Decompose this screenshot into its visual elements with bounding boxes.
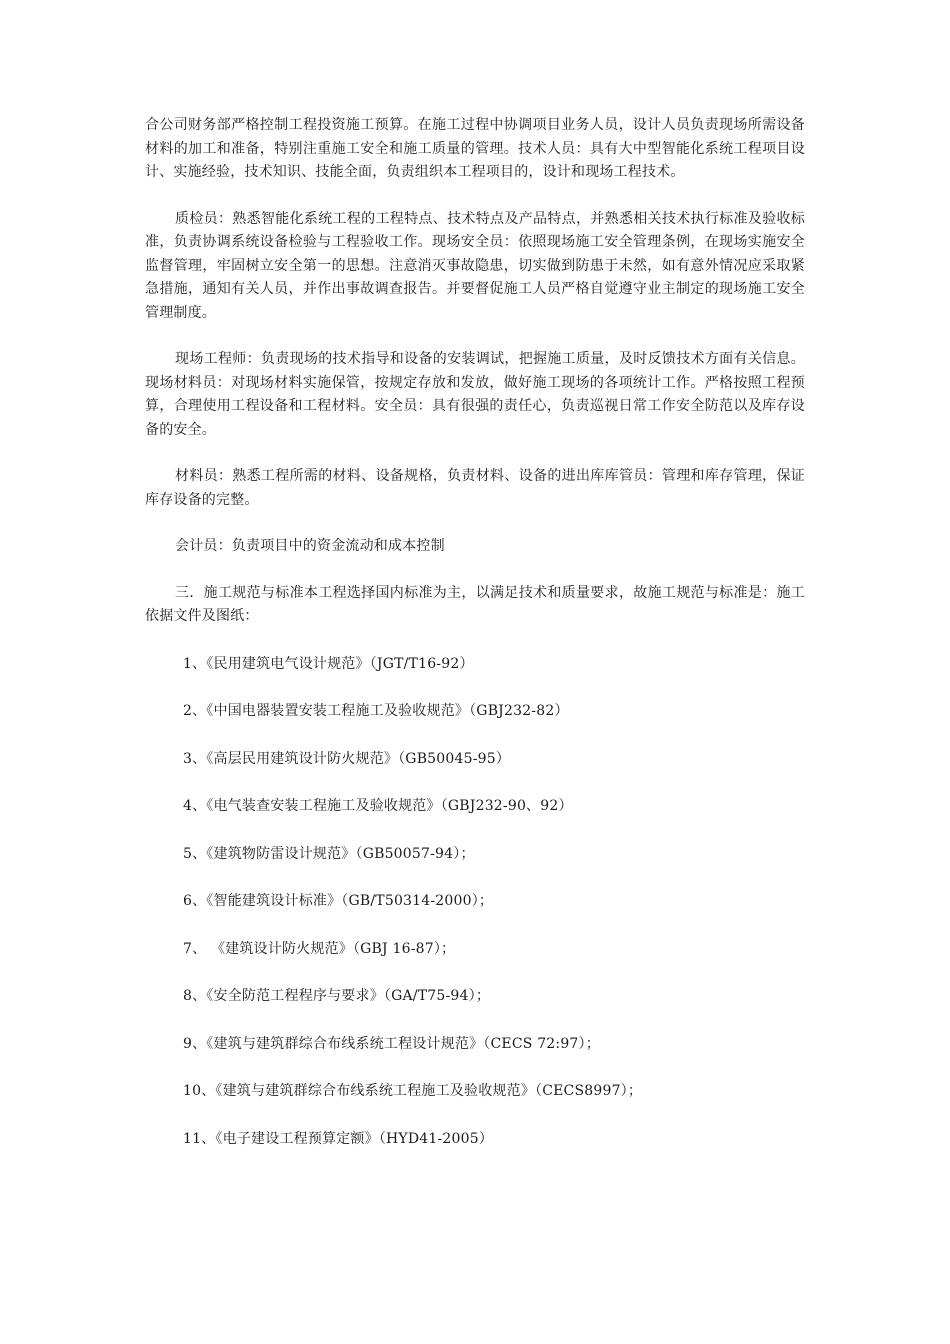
paragraph-standards-intro: 三．施工规范与标准本工程选择国内标准为主，以满足技术和质量要求，故施工规范与标准是：施工依据文件及图纸： — [145, 584, 805, 624]
list-item: 7、 《建筑设计防火规范》（GBJ 16-87）； — [183, 940, 456, 957]
list-item: 10、《建筑与建筑群综合布线系统工程施工及验收规范》（CECS8997）； — [183, 1083, 643, 1099]
list-item: 11、《电子建设工程预算定额》（HYD41-2005） — [183, 1130, 494, 1147]
document-page — [145, 114, 805, 1151]
paragraph-quality-inspector: 质检员：熟悉智能化系统工程的工程特点、技术特点及产品特点，并熟悉相关技术执行标准及验收标准，负责协调系统设备检验与工程验收工作。现场安全员：依照现场施工安全管理条例，在现场实施安全监督管理，牢固树立安全第一的思想。注意消灭事故隐患，切实做到防患于未然，如有意外情况应采取紧急措施，通知有关人员，并作出事故调查报告。并要督促施工人员严格自觉遵守业主制定的现场施工安全管理制度。 — [145, 210, 805, 321]
list-item: 6、《智能建筑设计标准》（GB/T50314-2000）； — [183, 893, 494, 909]
list-item: 3、《高层民用建筑设计防火规范》（GB50045-95） — [183, 750, 511, 767]
paragraph-site-engineer: 现场工程师：负责现场的技术指导和设备的安装调试，把握施工质量，及时反馈技术方面有关信息。现场材料员：对现场材料实施保管，按规定存放和发放，做好施工现场的各项统计工作。严格按照工程预算，合理使用工程设备和工程材料。安全员：具有很强的责任心，负责巡视日常工作安全防范以及库存设备的安全。 — [145, 351, 805, 438]
list-item: 4、《电气装查安装工程施工及验收规范》（GBJ232-90、92） — [183, 798, 573, 814]
paragraph-materials-clerk: 材料员：熟悉工程所需的材料、设备规格，负责材料、设备的进出库库管员：管理和库存管理，保证库存设备的完整。 — [145, 468, 805, 508]
list-item: 8、《安全防范工程程序与要求》（GA/T75-94）； — [183, 988, 491, 1004]
list-item: 2、《中国电器装置安装工程施工及验收规范》（GBJ232-82） — [183, 703, 569, 719]
list-item: 9、《建筑与建筑群综合布线系统工程设计规范》（CECS 72:97）； — [183, 1035, 600, 1052]
standards-list — [145, 653, 805, 1152]
list-item: 1、《民用建筑电气设计规范》（JGT/T16-92） — [183, 655, 474, 672]
list-item: 5、《建筑物防雷设计规范》（GB50057-94）； — [183, 845, 475, 862]
paragraph-accountant: 会计员：负责项目中的资金流动和成本控制 — [175, 538, 445, 554]
paragraph-management-duties: 合公司财务部严格控制工程投资施工预算。在施工过程中协调项目业务人员，设计人员负责现场所需设备材料的加工和准备，特别注重施工安全和施工质量的管理。技术人员：具有大中型智能化系统工程项目设计、实施经验，技术知识、技能全面，负责组织本工程项目的，设计和现场工程技术。 — [145, 117, 805, 180]
